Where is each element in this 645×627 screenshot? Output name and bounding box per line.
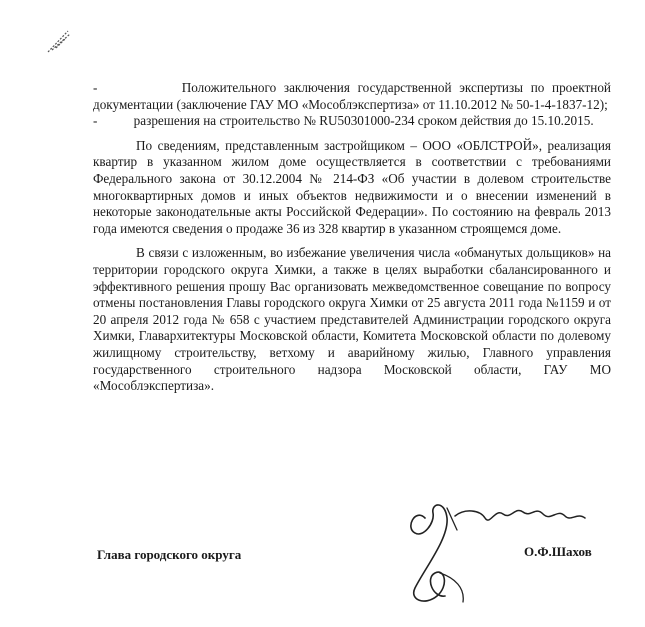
- bullet-permit: - разрешения на строительство № RU50301000-234 сроком действия до 15.10.2015.: [93, 113, 594, 129]
- signatory-position: Глава городского округа: [97, 547, 242, 562]
- signatory-name: О.Ф.Шахов: [524, 544, 592, 559]
- paragraph-developer-info: По сведениям, представленным застройщиком – ООО «ОБЛСТРОЙ», реализация квартир в указанном жилом доме осуществляется в соответствии с требованиями Федерального закона от 30.12.2004 № 214-ФЗ «Об участии в долевом строительстве многоквартирных домов и иных объектов недвижимости и о внесении изменений в некоторые законодательные акты Российской Федерации». По состоянию на февраль 2013 года имеются сведения о продаже 36 из 328 квартир в указанном строящемся доме.: [93, 137, 611, 236]
- scan-mark-icon: [46, 28, 72, 54]
- letter-body: [93, 80, 611, 395]
- bullet-expertise: - Положительного заключения государственной экспертизы по проектной документации (заключение ГАУ МО «Мособлэкспертиза» от 11.10.2012 № 50-1-4-1837-12);: [93, 80, 611, 112]
- paragraph-request: В связи с изложенным, во избежание увеличения числа «обманутых дольщиков» на территории городского округа Химки, а также в целях выработки сбалансированного и эффективного решения прошу Вас организовать межведомственное совещание по вопросу отмены постановления Главы городского округа Химки от 25 августа 2011 года №1159 и от 20 апреля 2012 года № 658 с участием представителей Администрации городского округа Химки, Главархитектуры Московской области, Комитета Московской области по долевому жилищному строительству, ветхому и аварийному жилью, Главного управления государственного строительного надзора Московской области, ГАУ МО «Мособлэкспертиза».: [93, 245, 611, 394]
